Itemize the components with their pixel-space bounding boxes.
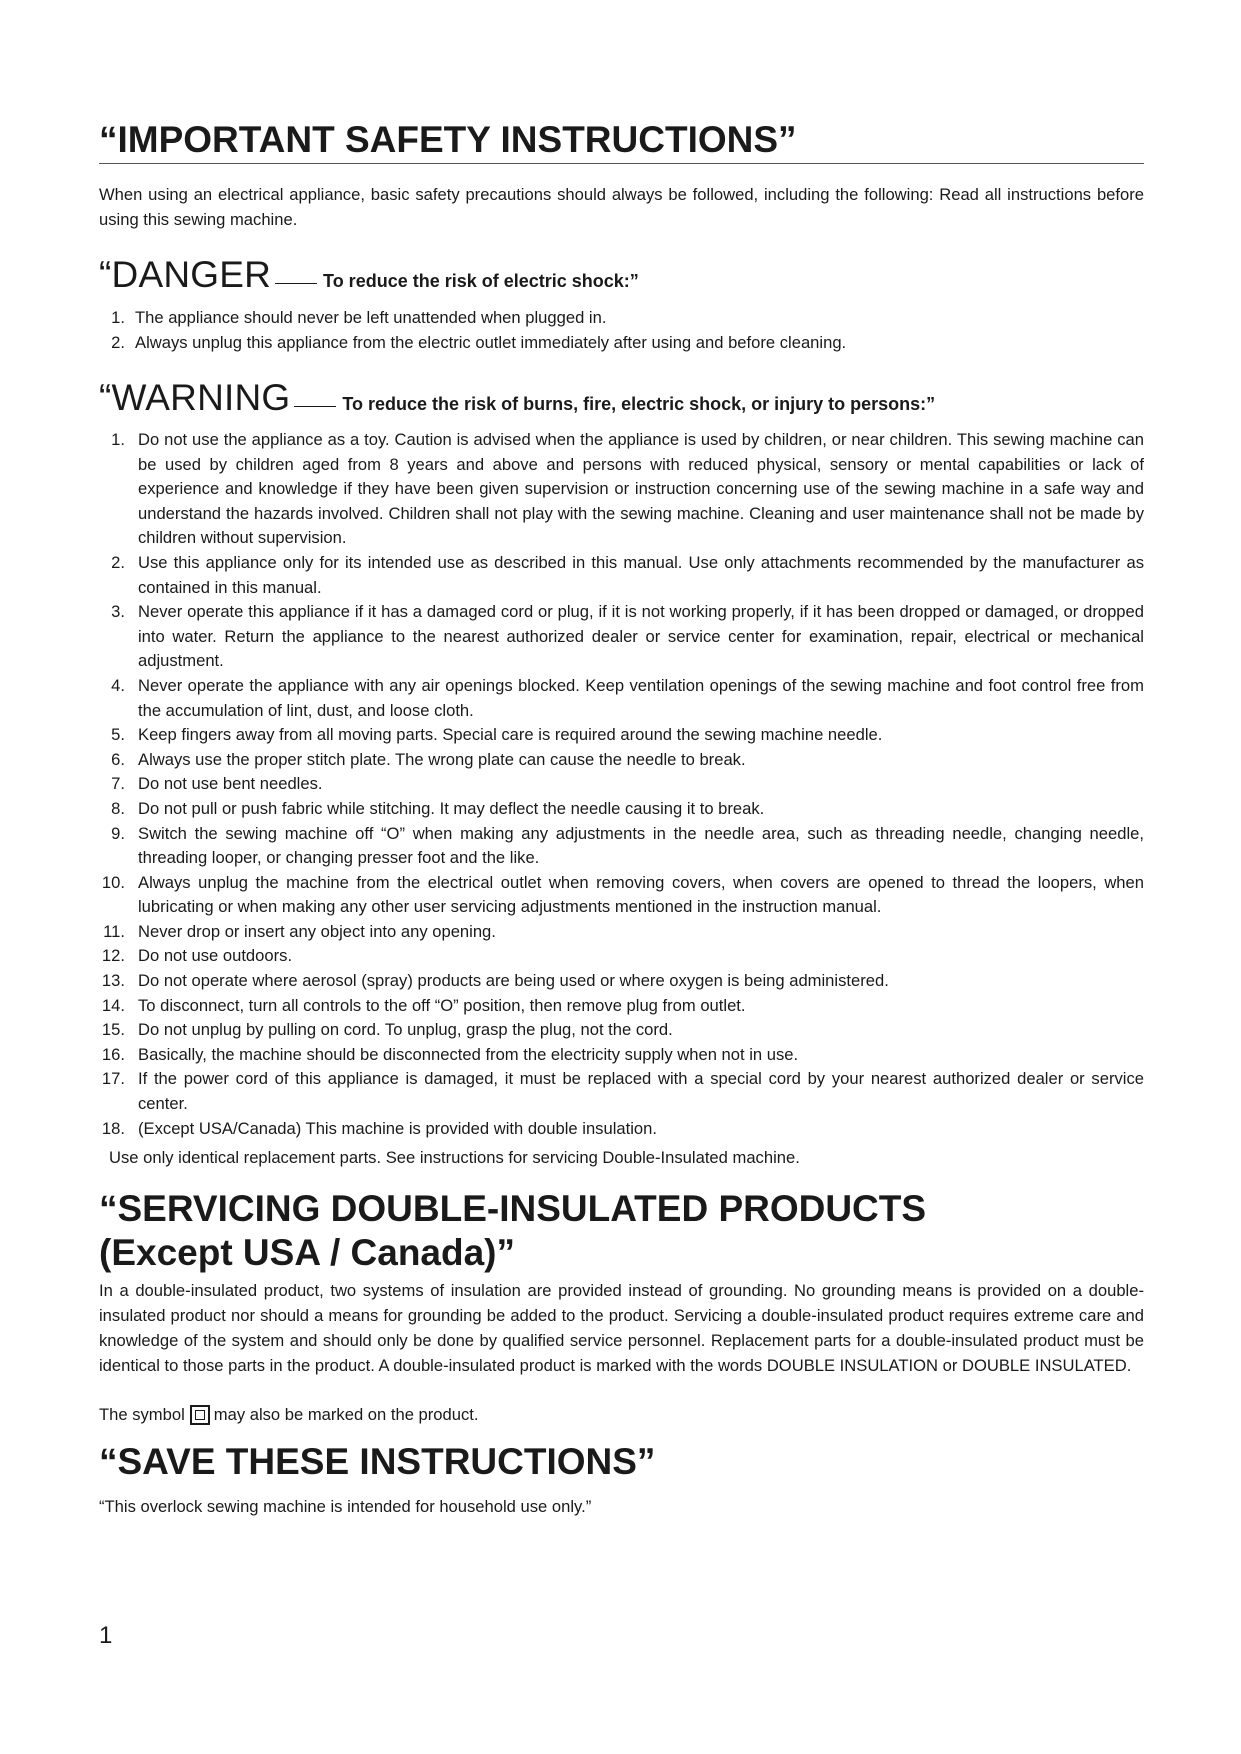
list-item [99, 797, 1144, 822]
symbol-prefix: The symbol [99, 1405, 185, 1424]
list-item [99, 1117, 1144, 1142]
item-number: 8. [111, 798, 125, 818]
danger-word: “DANGER [99, 254, 272, 295]
list-item [99, 1067, 1144, 1116]
list-item [99, 551, 1144, 600]
warning-list [99, 428, 1144, 1141]
item-text: Always use the proper stitch plate. The wrong plate can cause the needle to break. [138, 749, 746, 769]
list-item [99, 1018, 1144, 1043]
item-text: Do not pull or push fabric while stitching. It may deflect the needle causing it to break. [138, 798, 765, 818]
servicing-title-line2: (Except USA / Canada)” [99, 1232, 515, 1273]
item-number: 14. [101, 995, 125, 1015]
item-number: 2. [111, 332, 125, 352]
servicing-title-line1: “SERVICING DOUBLE-INSULATED PRODUCTS [99, 1188, 927, 1229]
item-number: 9. [111, 823, 125, 843]
item-number: 17. [101, 1069, 125, 1089]
heading-dash [294, 406, 336, 407]
heading-dash [275, 283, 317, 284]
danger-subtitle: To reduce the risk of electric shock:” [323, 271, 639, 291]
servicing-title [99, 1187, 1144, 1275]
list-item [99, 944, 1144, 969]
item-number: 15. [101, 1020, 125, 1040]
list-item [99, 772, 1144, 797]
intro-paragraph: When using an electrical appliance, basic safety precautions should always be followed, including the following: Read all instructions before using this sewing machine. [99, 185, 1144, 229]
item-number: 7. [111, 774, 125, 794]
page-number: 1 [99, 1622, 113, 1649]
list-item [99, 674, 1144, 723]
item-text: Never operate this appliance if it has a damaged cord or plug, if it is not working properly, if it has been dropped or damaged, or dropped into water. Return the appliance to the nearest authorized dealer or service center for examination, repair, electrical or mechanical adjustment. [138, 602, 1144, 671]
item-text: (Except USA/Canada) This machine is provided with double insulation. [138, 1118, 657, 1138]
page-title: “IMPORTANT SAFETY INSTRUCTIONS” [99, 119, 797, 160]
item-number: 3. [111, 602, 125, 622]
item-number: 2. [111, 552, 125, 572]
list-item [99, 331, 1144, 356]
item-text: The appliance should never be left unattended when plugged in. [135, 308, 607, 327]
item-text: To disconnect, turn all controls to the off “O” position, then remove plug from outlet. [138, 995, 746, 1015]
danger-list [99, 306, 1144, 355]
item-number: 1. [111, 430, 125, 449]
list-item [99, 748, 1144, 773]
item-number: 1. [111, 308, 125, 327]
warning-heading [99, 377, 935, 419]
list-item [99, 969, 1144, 994]
item-text: Keep fingers away from all moving parts. Special care is required around the sewing machine needle. [138, 725, 883, 745]
item-number: 18. [101, 1118, 125, 1138]
list-item [99, 428, 1144, 551]
item-number: 13. [101, 971, 125, 991]
item-text: Do not use the appliance as a toy. Caution is advised when the appliance is used by children, or near children. This sewing machine can be used by children aged from 8 years and above and persons with reduced physical, sensory or mental capabilities or lack of experience and knowledge if they have been given supervision or instruction concerning use of the sewing machine in a safe way and understand the hazards involved. Children shall not play with the sewing machine. Cleaning and user maintenance shall not be made by children without supervision. [138, 430, 1144, 548]
double-insulation-icon [190, 1405, 210, 1425]
title-divider [99, 163, 1144, 164]
item-number: 16. [101, 1044, 125, 1064]
list-item [99, 600, 1144, 674]
item-text: If the power cord of this appliance is damaged, it must be replaced with a special cord by your nearest authorized dealer or service center. [138, 1069, 1144, 1114]
item-text: Use this appliance only for its intended use as described in this manual. Use only attachments recommended by the manufacturer as contained in this manual. [138, 552, 1144, 597]
symbol-line [99, 1403, 479, 1427]
item-text: Basically, the machine should be disconnected from the electricity supply when not in use. [138, 1044, 799, 1064]
list-item [99, 1043, 1144, 1068]
servicing-paragraph: In a double-insulated product, two systems of insulation are provided instead of grounding. No grounding means is provided on a double-insulated product nor should a means for grounding be added to the product. Servicing a double-insulated product requires extreme care and knowledge of the system and should only be done by qualified service personnel. Replacement parts for a double-insulated product must be identical to those parts in the product. A double-insulated product is marked with the words DOUBLE INSULATION or DOUBLE INSULATED. [99, 1281, 1144, 1375]
item-number: 12. [101, 946, 125, 966]
item-text: Do not unplug by pulling on cord. To unplug, grasp the plug, not the cord. [138, 1020, 673, 1040]
list-item [99, 306, 1144, 331]
item-text: Switch the sewing machine off “O” when making any adjustments in the needle area, such as threading needle, changing needle, threading looper, or changing presser foot and the like. [138, 823, 1144, 868]
item-text: Always unplug this appliance from the electric outlet immediately after using and before cleaning. [135, 332, 847, 352]
item-text: Do not use outdoors. [138, 946, 293, 966]
item-text: Do not use bent needles. [138, 774, 323, 794]
item-text: Never drop or insert any object into any opening. [138, 921, 496, 941]
item-number: 11. [103, 921, 125, 941]
warning-word: “WARNING [99, 377, 291, 418]
item-text: Always unplug the machine from the electrical outlet when removing covers, when covers are opened to thread the loopers, when lubricating or when making any other user servicing adjustments mentioned in the instruction manual. [138, 872, 1144, 917]
item-number: 10. [101, 872, 125, 892]
danger-heading [99, 254, 639, 296]
list-item [99, 871, 1144, 920]
list-item [99, 994, 1144, 1019]
save-paragraph: “This overlock sewing machine is intended for household use only.” [99, 1497, 592, 1516]
replacement-parts-note: Use only identical replacement parts. See instructions for servicing Double-Insulated machine. [109, 1148, 800, 1167]
item-number: 6. [111, 749, 125, 769]
item-text: Never operate the appliance with any air openings blocked. Keep ventilation openings of the sewing machine and foot control free from the accumulation of lint, dust, and loose cloth. [138, 675, 1144, 720]
warning-subtitle: To reduce the risk of burns, fire, electric shock, or injury to persons:” [342, 394, 936, 414]
list-item [99, 920, 1144, 945]
symbol-suffix: may also be marked on the product. [213, 1405, 479, 1424]
item-number: 5. [111, 725, 125, 745]
item-text: Do not operate where aerosol (spray) products are being used or where oxygen is being administered. [138, 971, 889, 991]
item-number: 4. [111, 675, 125, 695]
save-title: “SAVE THESE INSTRUCTIONS” [99, 1441, 656, 1482]
list-item [99, 822, 1144, 871]
list-item [99, 723, 1144, 748]
